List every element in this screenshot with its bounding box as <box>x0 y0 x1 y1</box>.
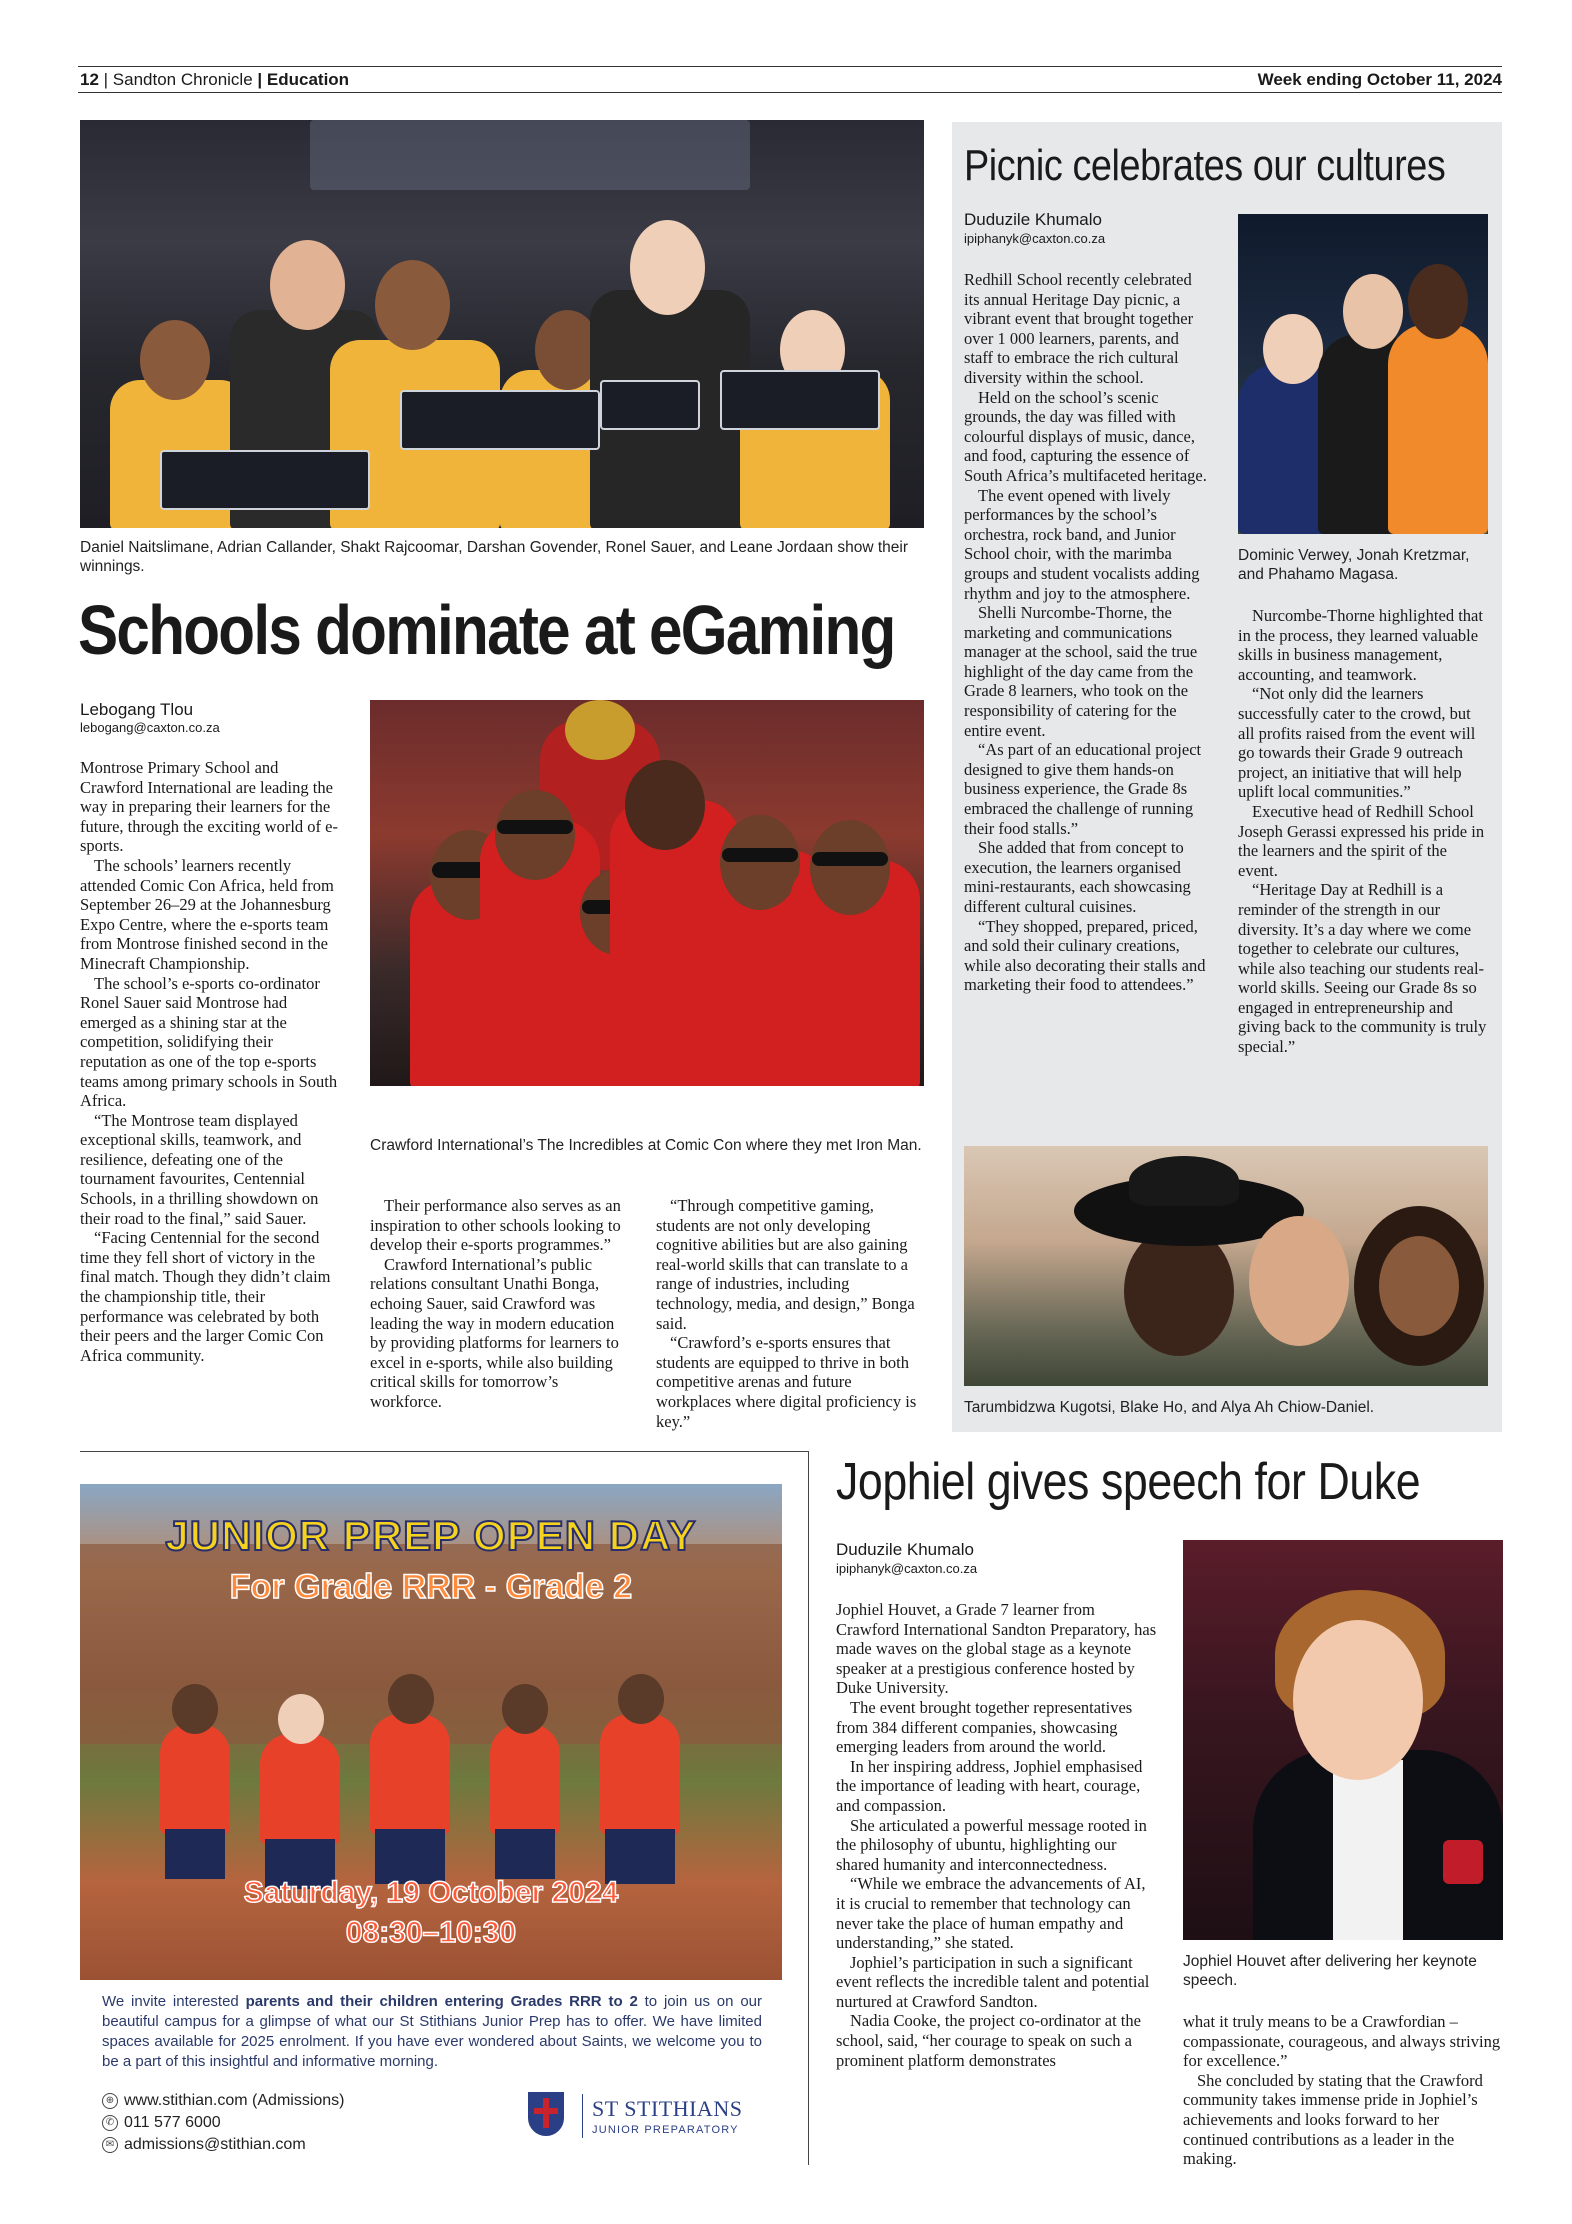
paragraph: Montrose Primary School and Crawford International are leading the way in preparing their learners for the future, through the exciting world of e-sports. <box>80 758 338 856</box>
paragraph: “Not only did the learners successfully cater to the crowd, but all profits raised from the event will go towards their Grade 9 outreach project, an initiative that will help uplift local communities.” <box>1238 684 1476 802</box>
paragraph: “Facing Centennial for the second time they fell short of victory in the final match. Though they didn’t claim the championship title, their performance was celebrated by both their peers and the larger Comic Con Africa community. <box>80 1228 331 1365</box>
egaming-author: Lebogang Tlou <box>80 700 194 719</box>
paragraph: In her inspiring address, Jophiel emphasised the importance of leading with heart, courage, and compassion. <box>836 1756 1143 1815</box>
page-number: 12 <box>80 70 99 89</box>
ad-phone[interactable] <box>102 2114 221 2132</box>
paragraph: The school’s e-sports co-ordinator Ronel Sauer said Montrose had emerged as a shining star at the competition, solidifying their reputation as one of the top e-sports teams among primary schools in South Africa. <box>80 973 338 1111</box>
paper-name: Sandton Chronicle <box>112 70 253 89</box>
ad-email[interactable] <box>102 2136 306 2154</box>
paragraph: “While we embrace the advancements of AI, it is crucial to remember that technology can never take the place of human empathy and understanding,” she stated. <box>836 1874 1146 1953</box>
ad-description: We invite interested parents and their children entering Grades RRR to 2 to join us on our beautiful campus for a glimpse of what our St Stithians Junior Prep has to offer. We have limited spaces available for 2025 enrolment. If you have ever wondered about Saints, we welcome you to be a part of this insightful and informative morning. <box>102 1993 763 2070</box>
paragraph: Jophiel’s participation in such a significant event reflects the incredible talent and potential nurtured at Crawford Sandton. <box>836 1952 1150 2011</box>
egaming-column-2 <box>370 1196 632 1412</box>
ad-title: JUNIOR PREP OPEN DAY <box>165 1512 697 1559</box>
jophiel-photo <box>1183 1540 1503 1940</box>
ad-email-text: admissions@stithian.com <box>124 2136 306 2153</box>
jophiel-headline: Jophiel gives speech for Duke <box>836 1453 1421 1511</box>
paragraph: “The Montrose team displayed exceptional skills, teamwork, and resilience, defeating one of the tournament favourites, Centennial Schools, in a thrilling showdown on their road to the final,” said Sauer. <box>80 1110 319 1228</box>
incredibles-photo <box>370 700 924 1086</box>
egaming-author-email: lebogang@caxton.co.za <box>80 720 220 735</box>
paragraph: “Crawford’s e-sports ensures that students are equipped to thrive in both competitive arenas and future workplaces where digital proficiency is key.” <box>656 1333 917 1431</box>
paragraph: what it truly means to be a Crawfordian – compassionate, courageous, and always striving for excellence.” <box>1183 2012 1501 2071</box>
ad-phone-text: 011 577 6000 <box>124 2114 221 2131</box>
header-rule-top <box>78 66 1502 67</box>
paragraph: Held on the school’s scenic grounds, the day was filled with colourful displays of music, dance, and food, capturing the essence of South Africa’s multifaceted heritage. <box>964 387 1207 485</box>
paragraph: The event opened with lively performances by the school’s orchestra, rock band, and Junior School choir, with the marimba groups and student vocalists adding rhythm and joy to the atmosphere. <box>964 485 1200 603</box>
open-day-ad-image <box>80 1484 782 1980</box>
issue-date: Week ending October 11, 2024 <box>1257 70 1502 89</box>
jophiel-photo-caption: Jophiel Houvet after delivering her keynote speech. <box>1183 1953 1477 1989</box>
ad-description-bold: parents and their children entering Grades RRR to 2 <box>245 1993 638 2010</box>
paragraph: Their performance also serves as an inspiration to other schools looking to develop their e-sports programmes.” <box>370 1196 621 1255</box>
paragraph: “Through competitive gaming, students are not only developing cognitive abilities but are also gaining real-world skills that can translate to a range of industries, including technology, media, and design,” Bonga said. <box>656 1196 915 1333</box>
paragraph: The event brought together representatives from 384 different companies, showcasing emerging leaders from around the world. <box>836 1697 1133 1757</box>
paragraph: Shelli Nurcombe-Thorne, the marketing and communications manager at the school, said the true highlight of the day came from the Grade 8 learners, who took on the responsibility of catering for the entire event. <box>964 603 1198 740</box>
picnic-headline: Picnic celebrates our cultures <box>964 141 1446 190</box>
paragraph: “They shopped, prepared, priced, and sold their culinary creations, while also decorating their stalls and marketing their food to attendees.” <box>964 916 1206 995</box>
paragraph: She added that from concept to execution, the learners organised mini-restaurants, each showcasing different cultural cuisines. <box>964 838 1191 916</box>
paragraph: Crawford International’s public relations consultant Unathi Bonga, echoing Sauer, said Crawford was leading the way in modern education by providing platforms for learners to excel in e-sports, while also building critical skills for tomorrow’s workforce. <box>370 1254 619 1411</box>
jophiel-author-email: ipiphanyk@caxton.co.za <box>836 1561 978 1576</box>
section-name: Education <box>266 70 350 89</box>
picnic-column-2 <box>1238 606 1488 1057</box>
egaming-photo-caption: Daniel Naitslimane, Adrian Callander, Shakt Rajcoomar, Darshan Govender, Ronel Sauer, and Leane Jordaan show their winnings. <box>80 539 909 575</box>
incredibles-photo-caption: Crawford International’s The Incredibles at Comic Con where they met Iron Man. <box>370 1137 922 1154</box>
jophiel-author: Duduzile Khumalo <box>836 1540 974 1559</box>
paragraph: Executive head of Redhill School Joseph Gerassi expressed his pride in the learners and the spirit of the event. <box>1238 801 1485 880</box>
ad-date: Saturday, 19 October 2024 <box>243 1876 619 1909</box>
page-header-left: 12 | Sandton Chronicle | Education <box>80 70 350 89</box>
logo-separator <box>582 2094 583 2138</box>
section-divider-vertical <box>808 1451 809 2165</box>
paragraph: She articulated a powerful message rooted in the philosophy of ubuntu, highlighting our shared humanity and interconnectedness. <box>836 1815 1147 1874</box>
paragraph: Jophiel Houvet, a Grade 7 learner from Crawford International Sandton Preparatory, has made waves on the global stage as a keynote speaker at a prestigious conference hosted by Duke University. <box>836 1600 1157 1698</box>
ad-time: 08:30–10:30 <box>345 1916 517 1949</box>
paragraph: Nadia Cooke, the project co-ordinator at the school, said, “her courage to speak on such a prominent platform demonstrates <box>836 2011 1141 2070</box>
paragraph: Nurcombe-Thorne highlighted that in the process, they learned valuable skills in business management, accounting, and teamwork. <box>1238 606 1483 684</box>
picnic-photo-boys <box>1238 214 1488 534</box>
picnic-author-email: ipiphanyk@caxton.co.za <box>964 231 1106 246</box>
egaming-column-3 <box>656 1196 924 1431</box>
picnic-author: Duduzile Khumalo <box>964 210 1102 229</box>
logo-subtitle: JUNIOR PREPARATORY <box>592 2124 739 2136</box>
logo-name: ST STITHIANS <box>592 2096 743 2121</box>
paragraph: Redhill School recently celebrated its annual Heritage Day picnic, a vibrant event that brought together over 1 000 learners, parents, and staff to embrace the rich cultural diversity within the school. <box>964 270 1194 387</box>
picnic-photo-boys-caption: Dominic Verwey, Jonah Kretzmar, and Phahamo Magasa. <box>1238 547 1470 583</box>
jophiel-column-2 <box>1183 2012 1503 2169</box>
globe-icon: ⊕ <box>102 2093 118 2109</box>
mail-icon: ✉ <box>102 2137 118 2153</box>
egaming-headline: Schools dominate at eGaming <box>78 591 895 669</box>
phone-icon: ✆ <box>102 2115 118 2131</box>
header-rule-bottom <box>78 92 1502 93</box>
ad-website[interactable] <box>102 2092 345 2110</box>
picnic-photo-girls <box>964 1146 1488 1386</box>
section-divider-horizontal <box>80 1451 808 1452</box>
ad-website-text: www.stithian.com (Admissions) <box>124 2092 345 2109</box>
egaming-photo <box>80 120 924 528</box>
egaming-column-1 <box>80 758 342 1365</box>
paragraph: “Heritage Day at Redhill is a reminder of the strength in our diversity. It’s a day where we come together to celebrate our cultures, while also teaching our students real-world skills. Seeing our Grade 8s so engaged in entrepreneurship and giving back to the community is truly special.” <box>1238 880 1487 1057</box>
paragraph: She concluded by stating that the Crawford community takes immense pride in Jophiel’s achievements and looks forward to her continued contributions as a leader in the making. <box>1183 2070 1483 2169</box>
picnic-photo-girls-caption: Tarumbidzwa Kugotsi, Blake Ho, and Alya Ah Chiow-Daniel. <box>964 1399 1375 1416</box>
picnic-column-1 <box>964 270 1208 995</box>
paragraph: “As part of an educational project designed to give them hands-on business experience, the Grade 8s embraced the challenge of running their food stalls.” <box>964 740 1202 838</box>
ad-subtitle: For Grade RRR - Grade 2 <box>229 1568 633 1606</box>
jophiel-column-1 <box>836 1600 1158 2070</box>
paragraph: The schools’ learners recently attended Comic Con Africa, held from September 26–29 at the Johannesburg Expo Centre, where the e-sports team from Montrose finished second in the Minecraft Championship. <box>80 855 334 973</box>
st-stithians-crest-icon <box>528 2092 564 2136</box>
